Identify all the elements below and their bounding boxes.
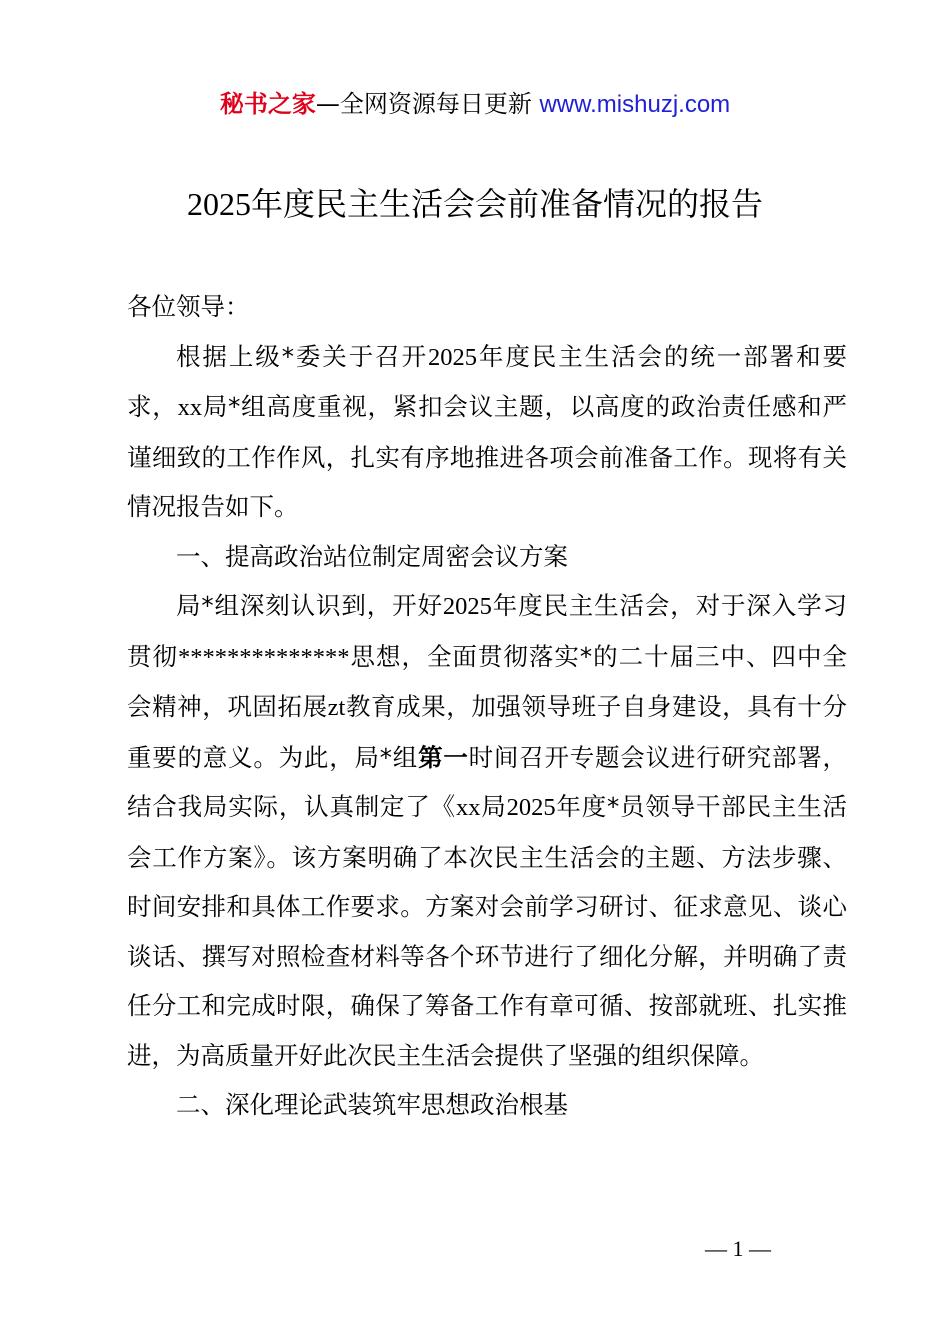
text-run: 局 [480, 792, 507, 821]
text-run: 局*组深刻认识到，开好 [176, 591, 443, 620]
text-run: 2025 [506, 794, 556, 821]
page-number: — 1 — [705, 1236, 771, 1261]
document-body [127, 282, 847, 1130]
text-run-bold: 第一 [418, 742, 469, 772]
text-run: xx [455, 794, 481, 821]
paragraph-intro [127, 332, 847, 532]
text-run: 2025 [442, 593, 492, 620]
text-run: 教育成果，加强领导班子自身建设，具有十分重要的意义。为此，局*组 [127, 692, 848, 772]
text-run: 2025 [428, 343, 478, 371]
site-header [0, 86, 950, 123]
salutation: 各位领导： [127, 292, 250, 321]
site-brand: 秘书之家 [219, 90, 316, 118]
text-run: xx [177, 394, 203, 421]
text-run: 思想，全面贯彻落实*的二十届三中、四中全会精神，巩固拓展 [127, 641, 848, 721]
text-run: 局*组高度重视，紧扣会议主题，以高度的政治责任感和严谨细致的工作作风，扎实有序地推进各项会前准备工作。现将有关情况报告如下。 [127, 392, 848, 521]
title-year: 2025 [186, 186, 251, 222]
section-heading-1: 一、提高政治站位制定周密会议方案 [176, 541, 568, 571]
paragraph-section-1 [127, 581, 847, 1080]
site-url-link[interactable]: www.mishuzj.com [539, 91, 731, 118]
section-heading-2: 二、深化理论武装筑牢思想政治根基 [176, 1090, 568, 1119]
text-run: 根据上级*委关于召开 [176, 341, 429, 371]
text-run: 年度*员领导干部民主生活会工作方案》。该方案明确了本次民主生活会的主题、方法步骤、时间安排和具体工作要求。方案对会前学习研讨、征求意见、谈心谈话、撰写对照检查材料等各个环节进行了细化分解，并明确了责任分工和完成时限，确保了筹备工作有章可循、按部就班、扎实推进，为高质量开好此次民主生活会提供了坚强的组织保障。 [127, 792, 848, 1070]
text-run: zt [327, 694, 346, 721]
title-text: 年度民主生活会会前准备情况的报告 [250, 185, 763, 223]
site-slogan: —全网资源每日更新 [315, 90, 532, 118]
text-run: ************** [177, 643, 350, 671]
text-run: 时间召开专题会议进行研究部署，结合我局实际，认真制定了《 [127, 742, 848, 821]
document-title [0, 180, 950, 228]
text-run: 年度民主生活会的统一部署和要求， [127, 341, 848, 421]
text-run: 年度民主生活会，对于深入学习贯彻 [127, 591, 848, 671]
